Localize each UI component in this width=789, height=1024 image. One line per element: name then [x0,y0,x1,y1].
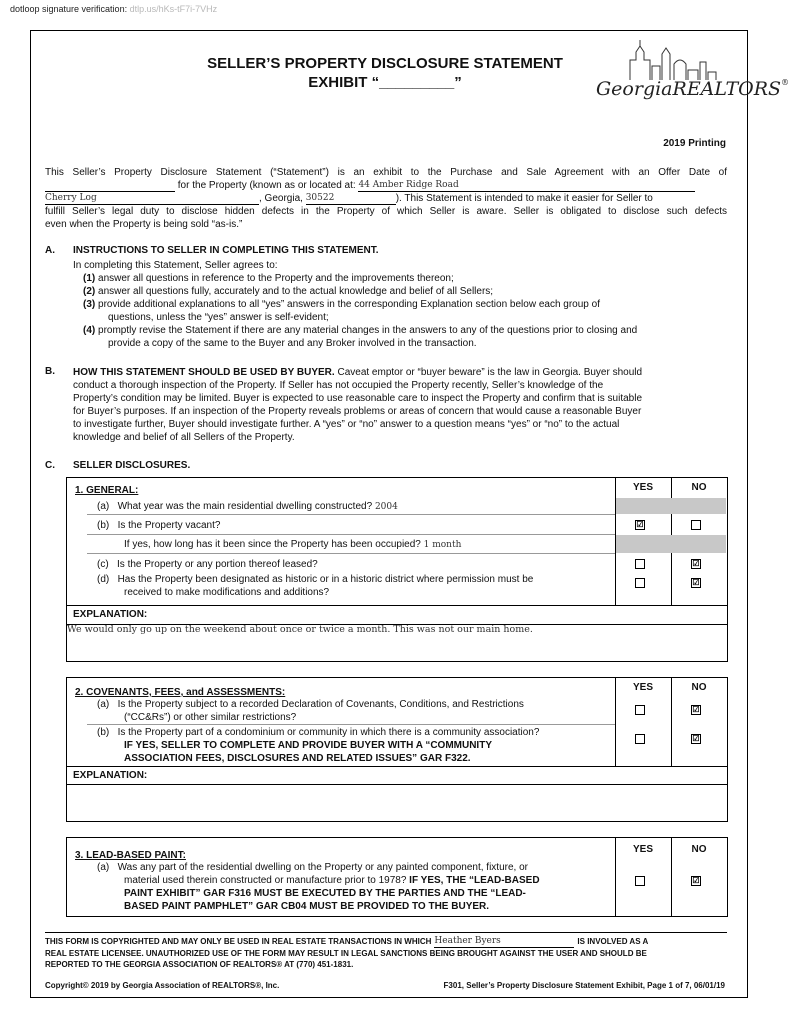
covenants-explanation-label: EXPLANATION: [73,770,148,781]
covenants-no-header: NO [691,682,707,693]
section-a-heading: INSTRUCTIONS TO SELLER IN COMPLETING THIS STATEMENT. [73,245,379,256]
copyright: Copyright© 2019 by Georgia Association of REALTORS®, Inc. [45,981,280,990]
instruction-4: (4) promptly revise the Statement if there are any material changes in the answers to any of the questions prior to closing and provide a copy of the same to the Buyer and any Broker involved in the transaction. [83,325,638,349]
vacant-no-checkbox[interactable] [691,520,701,530]
historic-yes-checkbox[interactable] [635,578,645,588]
historic-no-checkbox[interactable]: ☑ [692,578,700,587]
general-explanation-text[interactable]: We would only go up on the weekend about once or twice a month. This was not our main home. [67,624,533,635]
lead-no-checkbox[interactable]: ☑ [692,876,700,885]
community-yes-checkbox[interactable] [635,734,645,744]
community-no-checkbox[interactable]: ☑ [692,734,700,743]
licensee-name[interactable]: Heather Byers [434,936,574,948]
question-1d: (d) Has the Property been designated as historic or in a historic district where permission must be received to make modifications and additions? [97,574,534,598]
lead-yes-header: YES [632,844,653,855]
section-a-body [73,259,733,350]
section-a-lead: In completing this Statement, Seller agrees to: [73,260,278,271]
lead-no-header: NO [691,844,707,855]
covenants-title: 2. COVENANTS, FEES, and ASSESSMENTS: [75,687,286,698]
page-title [150,54,620,92]
footer-notice: THIS FORM IS COPYRIGHTED AND MAY ONLY BE USED IN REAL ESTATE TRANSACTIONS IN WHICH Heather Byers IS INVOLVED AS A REAL ESTATE LICENSEE. UNAUTHORIZED USE OF THE FORM MAY RESULT IN LEGAL SANCTIONS BEING BROUGHT AGAINST THE USER AND SHOULD BE REPORTED TO THE GEORGIA ASSOCIATION OF REALTORS® AT (770) 451-1831. [45,936,649,969]
section-b-heading: HOW THIS STATEMENT SHOULD BE USED BY BUYER. [73,367,335,378]
printing-year: 2019 Printing [663,138,726,149]
vacant-yes-checkbox[interactable]: ☑ [636,520,644,529]
question-3a: (a) Was any part of the residential dwelling on the Property or any painted component, fixture, or material used therein constructed or manufacture prior to 1978? IF YES, THE “LEAD-BASED PAINT EXHIBIT” GAR F316 MUST BE EXECUTED BY THE PARTIES AND THE “LEAD- BASED PAINT PAMPHLET” GAR CB04 MUST BE PROVIDED TO THE BUYER. [97,862,540,912]
georgia-text: , Georgia, [259,193,303,204]
vacancy-answer[interactable]: 1 month [423,540,462,550]
section-b-body: HOW THIS STATEMENT SHOULD BE USED BY BUYER. Caveat emptor or “buyer beware” is the law in Georgia. Buyer should conduct a thorough inspection of the Property. If Seller has not occupied the Property recently, Seller’s knowledge of the Property’s condition may be limited. Buyer is expected to use reasonable care to inspect the Property and confirm that is suitable for Buyer’s purposes. If an inspection of the Property reveals problems or areas of concern that would cause a reasonable Buyer to investigate further, Buyer should investigate further. A “yes” or “no” answer to a question means “yes” or “no” to the actual knowledge and belief of all Sellers of the Property. [73,367,643,443]
georgia-realtors-logo [590,40,789,114]
city-field[interactable]: Cherry Log [45,193,259,205]
covenants-yes-checkbox[interactable] [635,705,645,715]
logo-text: GeorgiaREALTORS® [596,78,789,100]
general-explanation-label: EXPLANATION: [73,609,148,620]
question-1a: (a) What year was the main residential dwelling constructed? 2004 [97,501,398,512]
section-a-letter: A. [45,245,55,256]
general-no-header: NO [691,482,707,493]
lead-title: 3. LEAD-BASED PAINT: [75,850,186,861]
section-c-heading: SELLER DISCLOSURES. [73,460,191,471]
instruction-2: (2) answer all questions fully, accurately and to the actual knowledge and belief of all Sellers; [83,286,494,297]
year-built-answer[interactable]: 2004 [374,502,398,512]
offer-date-field[interactable] [45,180,175,192]
general-yes-header: YES [632,482,653,493]
covenants-no-checkbox[interactable]: ☑ [692,705,700,714]
intro-paragraph [45,166,727,231]
intro-line-3: ). This Statement is intended to make it easier for Seller to [395,193,653,204]
intro-line-1: This Seller’s Property Disclosure Statement (“Statement”) is an exhibit to the Purchase and Sale Agreement with an Offer Date of [45,167,727,178]
shaded-cell [616,535,726,553]
instruction-1: (1) answer all questions in reference to the Property and the improvements thereon; [83,273,454,284]
skyline-icon [590,40,738,114]
lead-paint-table [66,837,728,917]
question-2a: (a) Is the Property subject to a recorded Declaration of Covenants, Conditions, and Restrictions (“CC&Rs”) or other similar restrictions? [97,699,524,723]
intro-line-5: even when the Property is being sold “as-is.” [45,219,243,230]
intro-line-2: for the Property (known as or located at: [177,180,356,191]
form-id: F301, Seller’s Property Disclosure Statement Exhibit, Page 1 of 7, 06/01/19 [443,981,725,990]
property-address-field[interactable]: 44 Amber Ridge Road [358,180,695,192]
covenants-table [66,677,728,822]
question-1b-followup: If yes, how long has it been since the Property has been occupied? 1 month [124,539,462,550]
leased-yes-checkbox[interactable] [635,559,645,569]
title-line-2: EXHIBIT “_________” [308,74,462,91]
zip-field[interactable]: 30522 [306,193,396,205]
question-2b: (b) Is the Property part of a condominium or community in which there is a community association? IF YES, SELLER TO COMPLETE AND PROVIDE BUYER WITH A “COMMUNITY ASSOCIATION FEES, DISCLOSURES AND RELATED ISSUES” GAR F322. [97,727,540,764]
verification-label: dotloop signature verification: [10,4,128,14]
question-1b: (b) Is the Property vacant? [97,520,221,531]
footer-divider [45,932,727,933]
verification-code[interactable]: dtlp.us/hKs-tF7i-7VHz [129,4,218,14]
covenants-explanation-field[interactable] [67,785,727,820]
lead-yes-checkbox[interactable] [635,876,645,886]
instruction-3: (3) provide additional explanations to all “yes” answers in the corresponding Explanation section below each group of questions, unless the “yes” answer is self-evident; [83,299,600,323]
title-line-1: SELLER’S PROPERTY DISCLOSURE STATEMENT [207,55,563,72]
signature-verification [10,4,217,14]
covenants-yes-header: YES [632,682,653,693]
leased-no-checkbox[interactable]: ☑ [692,559,700,568]
intro-line-4: fulfill Seller’s legal duty to disclose hidden defects in the Property of which Seller is aware. Seller is obligated to disclose such defects [45,206,727,217]
general-title: 1. GENERAL: [75,485,139,496]
section-b-letter: B. [45,366,55,377]
section-c-letter: C. [45,460,55,471]
general-table [66,477,728,662]
shaded-cell [616,498,726,514]
question-1c: (c) Is the Property or any portion thereof leased? [97,559,318,570]
